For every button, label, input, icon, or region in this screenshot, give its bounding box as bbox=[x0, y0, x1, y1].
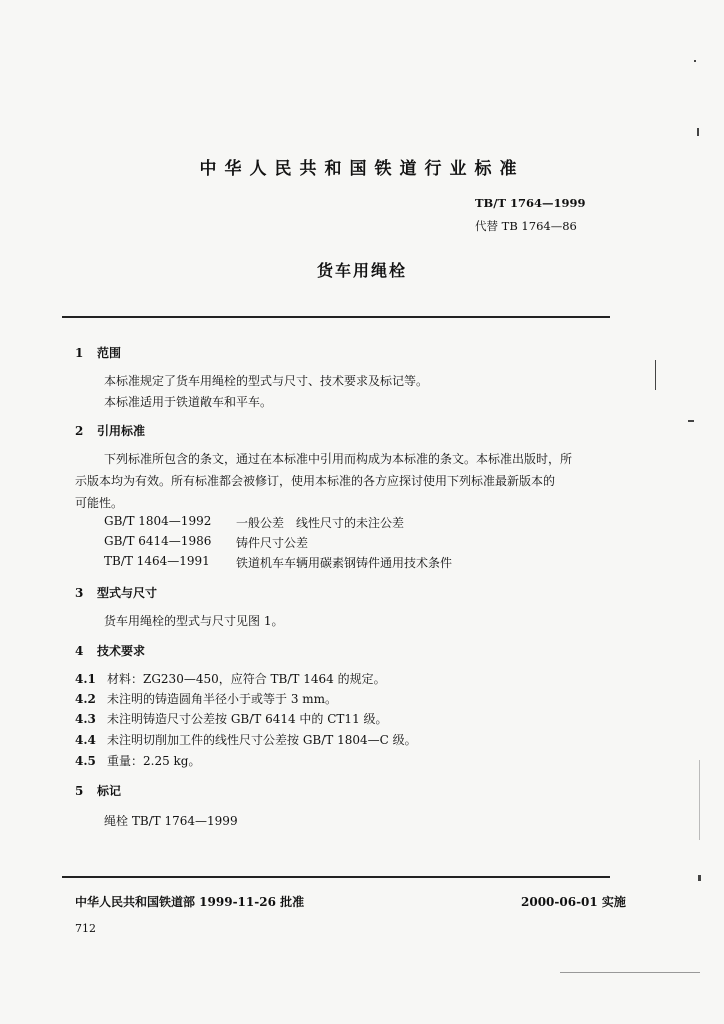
scan-artifact bbox=[697, 128, 699, 136]
list-item: 4.4 未注明切削加工件的线性尺寸公差按 GB/T 1804—C 级。 bbox=[75, 733, 417, 747]
paragraph: 可能性。 bbox=[75, 496, 124, 510]
document-title: 货车用绳栓 bbox=[316, 261, 407, 280]
paragraph: 货车用绳栓的型式与尺寸见图 1。 bbox=[104, 614, 284, 628]
effective-date: 2000-06-01 实施 bbox=[521, 895, 626, 909]
section-3-heading bbox=[75, 584, 157, 601]
paragraph: 本标准规定了货车用绳栓的型式与尺寸、技术要求及标记等。 bbox=[104, 374, 429, 388]
scan-artifact bbox=[655, 360, 656, 390]
standard-header: 中华人民共和国铁道行业标准 bbox=[199, 159, 525, 179]
scan-artifact bbox=[688, 420, 694, 422]
paragraph: 本标准适用于铁道敞车和平车。 bbox=[104, 395, 273, 409]
ref-code: GB/T 1804—1992 bbox=[104, 514, 212, 528]
page-number: 712 bbox=[75, 922, 96, 935]
replaces-code: 代替 TB 1764—86 bbox=[475, 219, 577, 233]
section-title: 型式与尺寸 bbox=[97, 586, 158, 600]
list-item: 4.3 未注明铸造尺寸公差按 GB/T 6414 中的 CT11 级。 bbox=[75, 712, 388, 726]
scan-artifact bbox=[560, 972, 700, 973]
ref-name: 一般公差 线性尺寸的未注公差 bbox=[236, 516, 405, 530]
list-item: 4.1 材料：ZG230—450，应符合 TB/T 1464 的规定。 bbox=[75, 672, 386, 686]
paragraph: 下列标准所包含的条文，通过在本标准中引用而构成为本标准的条文。本标准出版时，所 bbox=[104, 452, 573, 466]
section-1-heading bbox=[75, 344, 121, 361]
section-title: 范围 bbox=[97, 346, 122, 360]
bottom-rule bbox=[62, 876, 610, 878]
paragraph: 绳栓 TB/T 1764—1999 bbox=[104, 814, 238, 828]
ref-code: TB/T 1464—1991 bbox=[104, 554, 210, 568]
scan-artifact bbox=[694, 60, 696, 62]
ref-name: 铁道机车车辆用碳素钢铸件通用技术条件 bbox=[236, 556, 453, 570]
top-rule bbox=[62, 316, 610, 318]
section-4-heading bbox=[75, 642, 145, 659]
scan-artifact bbox=[699, 760, 700, 840]
section-number: 5 bbox=[75, 784, 84, 798]
section-2-heading bbox=[75, 422, 145, 439]
section-title: 标记 bbox=[97, 784, 122, 798]
section-title: 引用标准 bbox=[97, 424, 146, 438]
section-5-heading bbox=[75, 782, 121, 799]
list-item: 4.2 未注明的铸造圆角半径小于或等于 3 mm。 bbox=[75, 692, 338, 706]
list-item: 4.5 重量：2.25 kg。 bbox=[75, 754, 201, 768]
ref-code: GB/T 6414—1986 bbox=[104, 534, 212, 548]
scan-artifact bbox=[698, 875, 701, 881]
section-number: 1 bbox=[75, 346, 84, 360]
section-number: 3 bbox=[75, 586, 84, 600]
section-number: 2 bbox=[75, 424, 84, 438]
ref-name: 铸件尺寸公差 bbox=[236, 536, 309, 550]
approval-line: 中华人民共和国铁道部 1999-11-26 批准 bbox=[75, 895, 305, 909]
standard-code: TB/T 1764—1999 bbox=[475, 196, 586, 210]
section-title: 技术要求 bbox=[97, 644, 146, 658]
section-number: 4 bbox=[75, 644, 84, 658]
paragraph: 示版本均为有效。所有标准都会被修订，使用本标准的各方应探讨使用下列标准最新版本的 bbox=[75, 474, 556, 488]
